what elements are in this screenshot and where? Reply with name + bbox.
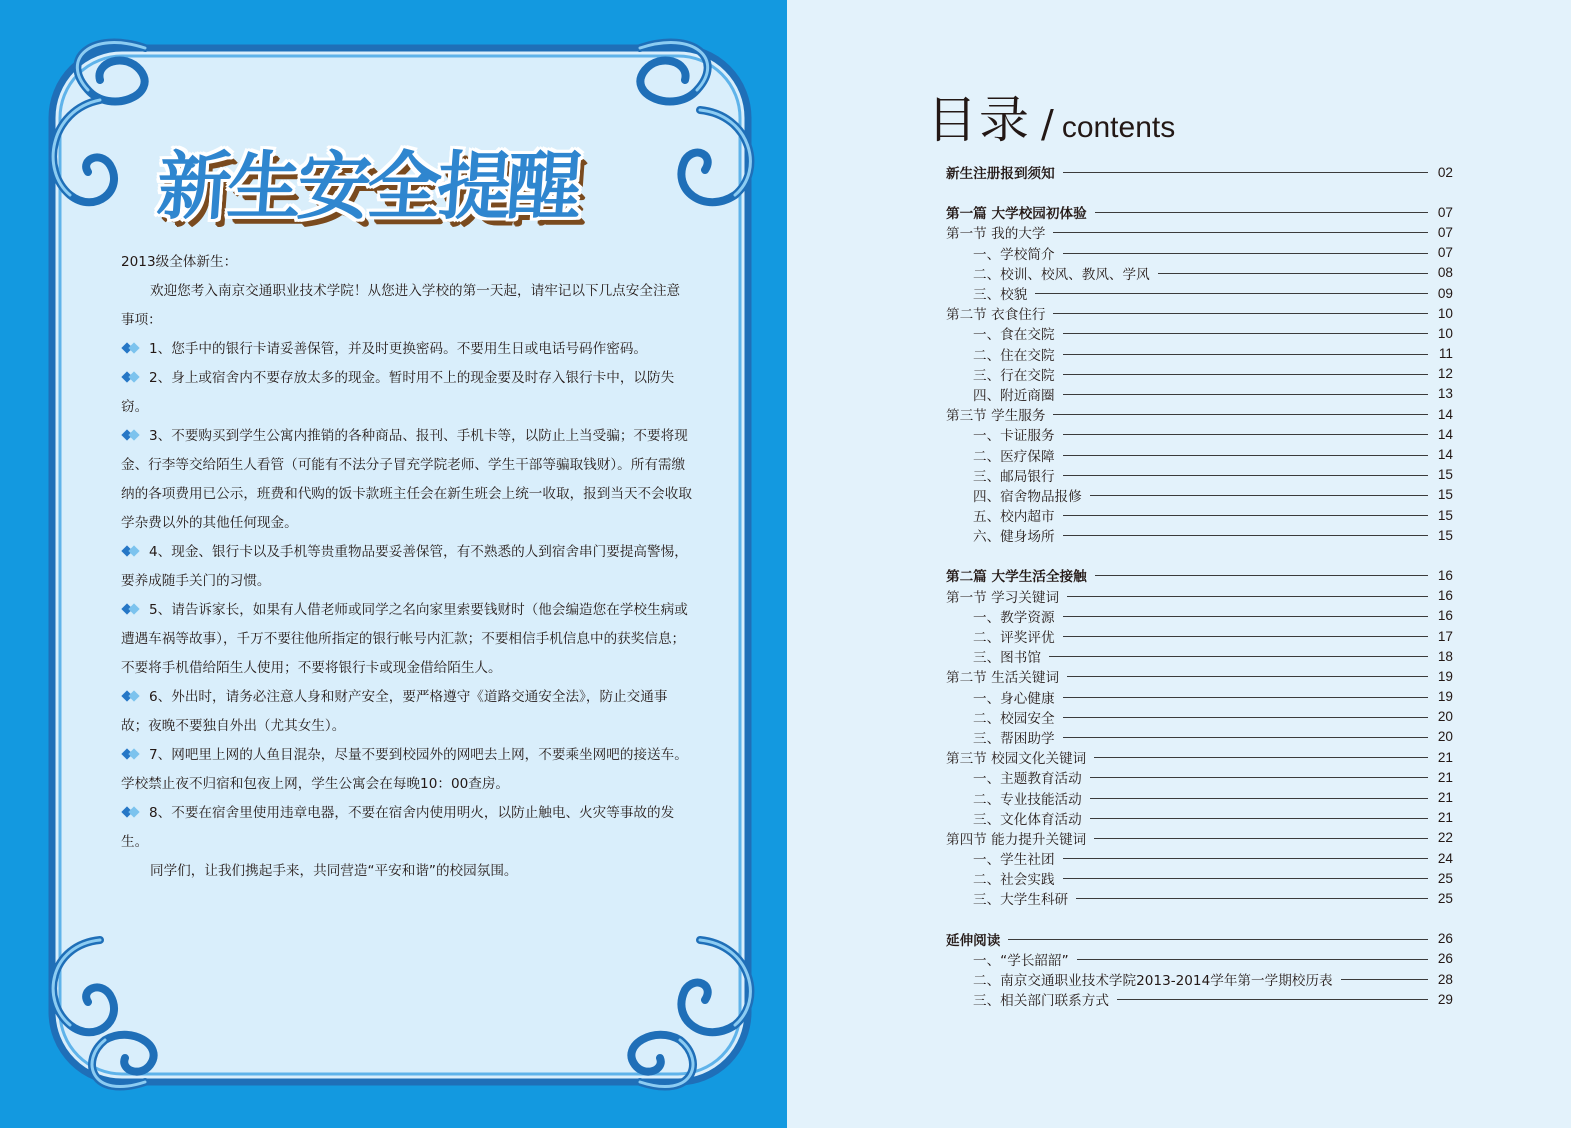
toc-page-number: 29 [1437, 991, 1453, 1007]
toc-page-number: 25 [1437, 890, 1453, 906]
toc-entry[interactable] [946, 929, 1453, 949]
toc-page-number: 11 [1438, 346, 1453, 362]
safety-item-text: 6、外出时，请务必注意人身和财产安全，要严格遵守《道路交通安全法》，防止交通事故；夜晚不要独自外出（尤其女生）。 [121, 689, 668, 734]
diamond-bullet-icon [121, 430, 141, 440]
toc-leader-line [1095, 575, 1428, 576]
toc-entry-label: 三、相关部门联系方式 [973, 993, 1109, 1010]
toc-entry-label: 一、学校简介 [973, 246, 1055, 263]
toc-entry[interactable] [946, 263, 1453, 283]
toc-entry[interactable] [946, 828, 1453, 848]
toc-page-number: 25 [1437, 870, 1453, 886]
toc-entry-label: 第二节 生活关键词 [946, 670, 1060, 687]
toc-page-number: 26 [1437, 931, 1453, 947]
toc-page-number: 15 [1437, 467, 1453, 483]
toc-entry-label: 第四节 能力提升关键词 [946, 831, 1087, 848]
toc-page-number: 07 [1437, 245, 1453, 261]
toc-leader-line [1063, 878, 1428, 879]
toc-leader-line [1067, 676, 1428, 677]
toc-page-number: 17 [1437, 628, 1453, 644]
toc-page-number: 02 [1437, 164, 1453, 180]
toc-entry[interactable] [946, 767, 1453, 787]
toc-entry-label: 三、邮局银行 [973, 468, 1055, 485]
toc-entry-label: 二、社会实践 [973, 872, 1055, 889]
toc-entry-label: 一、主题教育活动 [973, 771, 1082, 788]
toc-leader-line [1035, 293, 1428, 294]
toc-entry[interactable] [946, 243, 1453, 263]
toc-page-number: 18 [1437, 648, 1453, 664]
toc-entry[interactable] [946, 202, 1453, 222]
closing-paragraph: 同学们，让我们携起手来，共同营造“平安和谐”的校园氛围。 [150, 863, 518, 879]
diamond-bullet-icon [121, 691, 141, 701]
toc-leader-line [1076, 898, 1428, 899]
toc-page-number: 20 [1437, 729, 1453, 745]
safety-item [121, 335, 693, 364]
toc-group-gap [946, 545, 1453, 565]
safety-item [121, 683, 693, 741]
toc-leader-line [1063, 354, 1428, 355]
toc-entry[interactable] [946, 505, 1453, 525]
diamond-bullet-icon [121, 343, 141, 353]
toc-page-number: 13 [1437, 386, 1453, 402]
toc-page-number: 16 [1437, 608, 1453, 624]
toc-entry[interactable] [946, 868, 1453, 888]
toc-entry-label: 三、行在交院 [973, 367, 1055, 384]
toc-leader-line [1067, 596, 1428, 597]
toc-leader-line [1117, 999, 1428, 1000]
toc-leader-line [1090, 798, 1428, 799]
toc-leader-line [1063, 515, 1428, 516]
safety-item-text: 8、不要在宿舍里使用违章电器，不要在宿舍内使用明火，以防止触电、火灾等事故的发生。 [121, 805, 675, 850]
toc-leader-line [1094, 838, 1428, 839]
toc-entry[interactable] [946, 565, 1453, 585]
toc-page-number: 15 [1437, 487, 1453, 503]
toc-entry-label: 二、校园安全 [973, 710, 1055, 727]
toc-entry-label: 二、评奖评优 [973, 630, 1055, 647]
toc-entry-label: 一、身心健康 [973, 690, 1055, 707]
toc-entry[interactable] [946, 344, 1453, 364]
toc-entry-label: 二、专业技能活动 [973, 791, 1082, 808]
safety-item-text: 5、请告诉家长，如果有人借老师或同学之名向家里索要钱财时（他会编造您在学校生病或遭遇车祸等故事），千万不要往他所指定的银行帐号内汇款；不要相信手机信息中的获奖信息；不要将手机借给陌生人使用；不要将银行卡或现金借给陌生人。 [121, 602, 688, 676]
toc-entry-label: 第一篇 大学校园初体验 [946, 206, 1087, 223]
toc-entry-label: 延伸阅读 [946, 932, 1001, 949]
toc-entry[interactable] [946, 666, 1453, 686]
toc-entry-label: 二、南京交通职业技术学院2013-2014学年第一学期校历表 [973, 973, 1333, 990]
diamond-bullet-icon [121, 546, 141, 556]
toc-leader-line [1063, 535, 1428, 536]
toc-entry-label: 四、宿舍物品报修 [973, 488, 1082, 505]
toc-leader-line [1158, 273, 1428, 274]
intro-paragraph: 欢迎您考入南京交通职业技术学院！从您进入学校的第一天起，请牢记以下几点安全注意事项： [121, 283, 681, 328]
toc-page-number: 24 [1437, 850, 1453, 866]
toc-page-number: 28 [1437, 971, 1453, 987]
toc-page-number: 19 [1437, 689, 1453, 705]
toc-entry[interactable] [946, 808, 1453, 828]
safety-item [121, 799, 693, 857]
toc-page-number: 07 [1437, 224, 1453, 240]
toc-entry[interactable] [946, 687, 1453, 707]
toc-page-number: 12 [1437, 366, 1453, 382]
toc-entry-label: 二、医疗保障 [973, 448, 1055, 465]
toc-page-number: 09 [1437, 285, 1453, 301]
toc-leader-line [1063, 253, 1428, 254]
toc-entry-label: 三、校貌 [973, 287, 1028, 304]
toc-page-number: 21 [1437, 749, 1453, 765]
toc-page-number: 26 [1437, 951, 1453, 967]
toc-leader-line [1094, 757, 1428, 758]
safety-item-text: 4、现金、银行卡以及手机等贵重物品要妥善保管，有不熟悉的人到宿舍串门要提高警惕，要养成随手关门的习惯。 [121, 544, 688, 589]
toc-leader-line [1063, 374, 1428, 375]
toc-leader-line [1063, 394, 1428, 395]
toc-entry[interactable] [946, 323, 1453, 343]
toc-entry-label: 三、帮困助学 [973, 730, 1055, 747]
toc-leader-line [1008, 939, 1428, 940]
toc-entry-label: 二、校训、校风、教风、学风 [973, 266, 1150, 283]
toc-entry-label: 第二篇 大学生活全接触 [946, 569, 1087, 586]
toc-entry[interactable] [946, 525, 1453, 545]
toc-page-number: 20 [1437, 709, 1453, 725]
toc-entry-label: 六、健身场所 [973, 529, 1055, 546]
toc-entry[interactable] [946, 969, 1453, 989]
toc-leader-line [1063, 858, 1428, 859]
toc-page-number: 14 [1437, 406, 1453, 422]
diamond-bullet-icon [121, 372, 141, 382]
toc-page-number: 21 [1437, 810, 1453, 826]
safety-item [121, 364, 693, 422]
toc-entry-label: 第一节 学习关键词 [946, 589, 1060, 606]
toc-page-number: 14 [1437, 426, 1453, 442]
toc-entry[interactable] [946, 222, 1453, 242]
safety-item [121, 538, 693, 596]
diamond-bullet-icon [121, 604, 141, 614]
toc-entry-label: 三、图书馆 [973, 650, 1041, 667]
toc-entry[interactable] [946, 606, 1453, 626]
toc-entry-label: 三、文化体育活动 [973, 811, 1082, 828]
right-page [787, 0, 1571, 1128]
toc-heading [927, 80, 1175, 152]
toc-leader-line [1063, 434, 1428, 435]
toc-page-number: 15 [1437, 507, 1453, 523]
toc-entry-label: 第三节 学生服务 [946, 408, 1046, 425]
toc-page-number: 21 [1437, 769, 1453, 785]
toc-leader-line [1341, 979, 1428, 980]
toc-entry[interactable] [946, 586, 1453, 606]
toc-entry[interactable] [946, 485, 1453, 505]
toc-entry[interactable] [946, 707, 1453, 727]
safety-notice [121, 248, 693, 886]
toc-heading-en: contents [1061, 111, 1176, 144]
toc-leader-line [1063, 333, 1428, 334]
toc-group-gap [946, 182, 1453, 202]
toc-entry[interactable] [946, 727, 1453, 747]
toc-leader-line [1090, 777, 1428, 778]
toc-leader-line [1063, 697, 1428, 698]
toc-page-number: 19 [1437, 668, 1453, 684]
toc-entry[interactable] [946, 424, 1453, 444]
toc-entry-label: 新生注册报到须知 [946, 166, 1055, 183]
toc-leader-line [1063, 737, 1428, 738]
toc-entry[interactable] [946, 626, 1453, 646]
toc-entry[interactable] [946, 848, 1453, 868]
toc-page-number: 22 [1437, 830, 1453, 846]
toc-page-number: 16 [1437, 588, 1453, 604]
toc-entry-label: 一、“学长韶韶” [973, 952, 1069, 969]
toc-entry[interactable] [946, 787, 1453, 807]
toc-entry[interactable] [946, 747, 1453, 767]
toc-page-number: 08 [1437, 265, 1453, 281]
toc-page-number: 14 [1437, 447, 1453, 463]
toc-entry-label: 一、学生社团 [973, 852, 1055, 869]
toc-leader-line [1063, 455, 1428, 456]
toc-entry[interactable] [946, 465, 1453, 485]
toc-page-number: 10 [1437, 325, 1453, 341]
toc-leader-line [1095, 212, 1428, 213]
toc-page-number: 07 [1437, 204, 1453, 220]
toc-entry[interactable] [946, 162, 1453, 182]
toc-leader-line [1053, 232, 1428, 233]
toc-leader-line [1077, 959, 1428, 960]
toc-leader-line [1090, 495, 1428, 496]
toc-entry[interactable] [946, 646, 1453, 666]
toc-leader-line [1063, 172, 1428, 173]
safety-item-text: 7、网吧里上网的人鱼目混杂，尽量不要到校园外的网吧去上网，不要乘坐网吧的接送车。学校禁止夜不归宿和包夜上网，学生公寓会在每晚10：00查房。 [121, 747, 688, 792]
toc-entry[interactable] [946, 384, 1453, 404]
toc-leader-line [1063, 636, 1428, 637]
safety-item-text: 2、身上或宿舍内不要存放太多的现金。暂时用不上的现金要及时存入银行卡中，以防失窃。 [121, 370, 675, 415]
greeting: 2013级全体新生： [121, 254, 238, 270]
toc-leader-line [1063, 475, 1428, 476]
toc-entry-label: 一、教学资源 [973, 609, 1055, 626]
toc-entry[interactable] [946, 404, 1453, 424]
toc-leader-line [1049, 656, 1428, 657]
toc-entry-label: 四、附近商圈 [973, 387, 1055, 404]
toc-leader-line [1063, 717, 1428, 718]
toc-entry[interactable] [946, 989, 1453, 1009]
toc-page-number: 16 [1437, 567, 1453, 583]
toc-entry[interactable] [946, 949, 1453, 969]
toc-leader-line [1053, 414, 1428, 415]
safety-headline: 新生安全提醒 [154, 144, 581, 230]
toc-entry[interactable] [946, 444, 1453, 464]
toc-page-number: 10 [1437, 305, 1453, 321]
safety-item-text: 3、不要购买到学生公寓内推销的各种商品、报刊、手机卡等，以防止上当受骗；不要将现金、行李等交给陌生人看管（可能有不法分子冒充学院老师、学生干部等骗取钱财）。所有需缴纳的各项费用已公示，班费和代购的饭卡款班主任会在新生班会上统一收取，报到当天不会收取学杂费以外的其他任何现金。 [121, 428, 692, 531]
toc-heading-cn: 目录 [927, 91, 1031, 149]
toc-leader-line [1090, 818, 1428, 819]
toc-entry-label: 五、校内超市 [973, 509, 1055, 526]
safety-item [121, 422, 693, 538]
table-of-contents [946, 162, 1453, 1009]
diamond-bullet-icon [121, 807, 141, 817]
diamond-bullet-icon [121, 749, 141, 759]
toc-leader-line [1053, 313, 1428, 314]
toc-entry-label: 第一节 我的大学 [946, 226, 1046, 243]
toc-group-gap [946, 909, 1453, 929]
toc-entry-label: 一、食在交院 [973, 327, 1055, 344]
toc-entry[interactable] [946, 888, 1453, 908]
safety-item [121, 741, 693, 799]
toc-page-number: 21 [1437, 790, 1453, 806]
toc-entry-label: 一、卡证服务 [973, 428, 1055, 445]
toc-entry-label: 第三节 校园文化关键词 [946, 751, 1087, 768]
toc-entry[interactable] [946, 364, 1453, 384]
toc-entry-label: 第二节 衣食住行 [946, 307, 1046, 324]
safety-item [121, 596, 693, 683]
toc-leader-line [1063, 616, 1428, 617]
toc-entry[interactable] [946, 303, 1453, 323]
toc-entry-label: 三、大学生科研 [973, 892, 1069, 909]
toc-page-number: 15 [1437, 527, 1453, 543]
toc-entry-label: 二、住在交院 [973, 347, 1055, 364]
toc-heading-slash: / [1041, 102, 1054, 146]
safety-item-text: 1、您手中的银行卡请妥善保管，并及时更换密码。不要用生日或电话号码作密码。 [149, 341, 648, 357]
toc-entry[interactable] [946, 283, 1453, 303]
